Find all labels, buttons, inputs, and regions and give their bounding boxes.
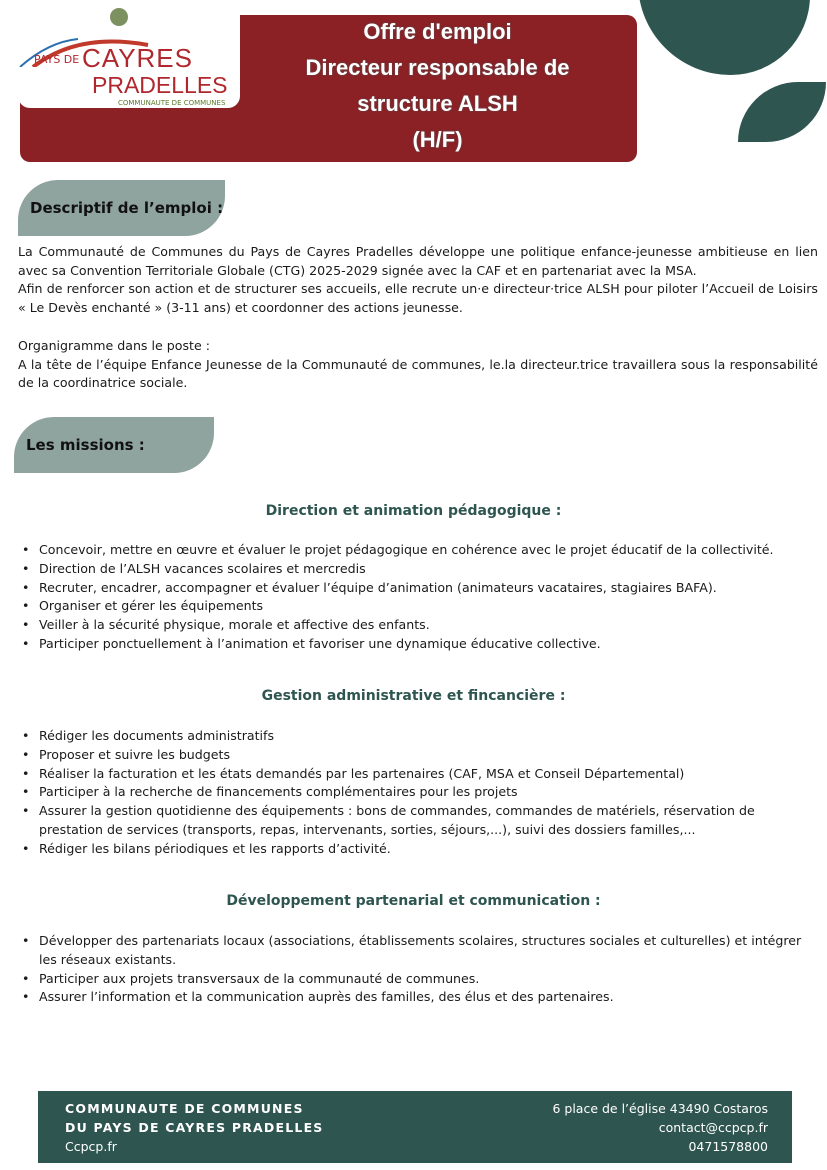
mission-list [22, 727, 792, 859]
footer-org-line: DU PAYS DE CAYRES PRADELLES [65, 1120, 324, 1135]
list-item: • Développer des partenariats locaux (associations, établissements scolaires, structures sociales et culturelles) et intégrer les réseaux existants. [22, 932, 812, 970]
mission-list [22, 541, 812, 654]
title-line: Offre d'emploi [363, 19, 512, 44]
list-item: • Recruter, encadrer, accompagner et évaluer l’équipe d’animation (animateurs vacataires, stagiaires BAFA). [22, 579, 812, 598]
title-line: Directeur responsable de [305, 55, 570, 80]
paragraph: A la tête de l’équipe Enfance Jeunesse de la Communauté de communes, le.la directeur.trice travaillera sous la responsabilité de la coordinatrice sociale. [18, 356, 818, 391]
list-item: • Participer à la recherche de financements complémentaires pour les projets [22, 783, 792, 802]
paragraph: Afin de renforcer son action et de structurer ses accueils, elle recrute un·e directeur·trice ALSH pour piloter l’Accueil de Loisirs « Le Devès enchanté » (3-11 ans) et coordonner des actions jeunesse. [18, 281, 818, 315]
footer-website-link[interactable]: Ccpcp.fr [65, 1139, 117, 1154]
footer-email-link[interactable]: contact@ccpcp.fr [658, 1120, 768, 1135]
logo [18, 5, 240, 108]
description-text [18, 243, 818, 317]
list-item: • Rédiger les documents administratifs [22, 727, 792, 746]
list-item: • Réaliser la facturation et les états demandés par les partenaires (CAF, MSA et Conseil Départemental) [22, 765, 792, 784]
mission-list [22, 932, 812, 1007]
list-item: • Rédiger les bilans périodiques et les rapports d’activité. [22, 840, 792, 859]
paragraph: La Communauté de Communes du Pays de Cayres Pradelles développe une politique enfance-jeunesse ambitieuse en lien avec sa Convention Territoriale Globale (CTG) 2025-2029 signée avec la CAF et en partenariat avec la MSA. [18, 244, 818, 278]
logo-text: COMMUNAUTE DE COMMUNES [118, 99, 226, 107]
list-item: • Concevoir, mettre en œuvre et évaluer le projet pédagogique en cohérence avec le projet éducatif de la collectivité. [22, 541, 812, 560]
footer-org-line: COMMUNAUTE DE COMMUNES [65, 1101, 304, 1116]
mission-section-title: Direction et animation pédagogique : [265, 503, 562, 519]
list-item: • Assurer la gestion quotidienne des équipements : bons de commandes, commandes de matériels, réservation de prestation de services (transports, repas, intervenants, sorties, séjours,...), suivi des dossiers familles,... [22, 802, 792, 840]
section-heading-missions: Les missions : [14, 417, 214, 473]
title-line: (H/F) [412, 127, 463, 152]
section-heading-descriptif: Descriptif de l’emploi : [18, 180, 225, 236]
logo-text: PAYS DE [34, 53, 80, 66]
list-item: • Participer aux projets transversaux de la communauté de communes. [22, 970, 812, 989]
decorative-leaf [638, 0, 810, 75]
list-item: • Direction de l’ALSH vacances scolaires et mercredis [22, 560, 812, 579]
logo-emblem-icon [110, 8, 128, 26]
organigramme [18, 337, 818, 393]
title-line: structure ALSH [357, 91, 518, 116]
mission-section-title: Développement partenarial et communication : [226, 893, 601, 909]
list-item: • Participer ponctuellement à l’animation et favoriser une dynamique éducative collective. [22, 635, 812, 654]
list-item: • Veiller à la sécurité physique, morale et affective des enfants. [22, 616, 812, 635]
mission-section-title: Gestion administrative et fincancière : [261, 688, 566, 704]
footer-org [65, 1099, 324, 1156]
list-item: • Assurer l’information et la communication auprès des familles, des élus et des partenaires. [22, 988, 812, 1007]
footer [38, 1091, 792, 1163]
footer-contact [552, 1099, 768, 1156]
page-title [240, 14, 635, 158]
footer-phone: 0471578800 [688, 1139, 768, 1154]
decorative-leaf [738, 82, 826, 142]
footer-address: 6 place de l’église 43490 Costaros [552, 1101, 768, 1116]
list-item: • Organiser et gérer les équipements [22, 597, 812, 616]
list-item: • Proposer et suivre les budgets [22, 746, 792, 765]
paragraph: Organigramme dans le poste : [18, 338, 210, 353]
logo-text: PRADELLES [92, 72, 228, 98]
logo-text: CAYRES [82, 43, 193, 73]
